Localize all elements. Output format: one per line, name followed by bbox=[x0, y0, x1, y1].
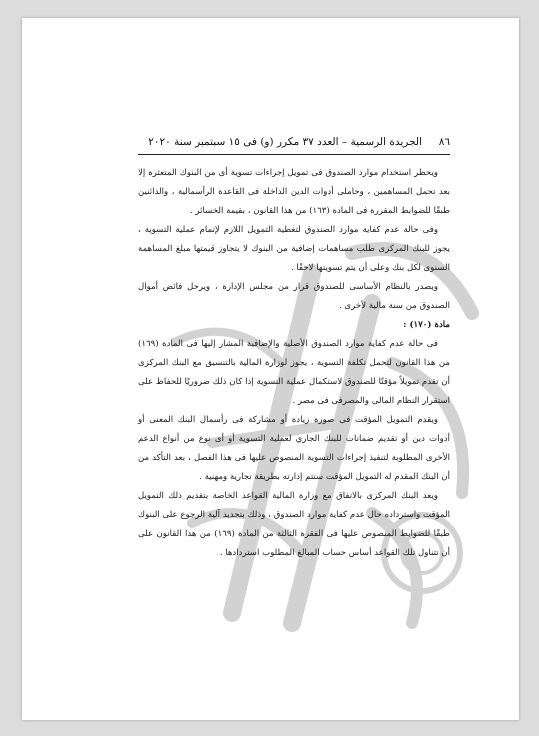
document-page bbox=[22, 18, 519, 720]
paragraph: فى حالة عدم كفاية موارد الصندوق الأصلية والإضافية المشار إليها فى المادة (١٦٩) من هذا القانون لتحمل تكلفة التسوية ، يجوز لوزارة المالية بالتنسيق مع البنك المركزى أن تقدم تمويلاً مؤقتًا للصندوق لاستكمال عملية التسوية إذا كان ذلك ضروريًا للحفاظ على استقرار النظام المالى والمصرفى فى مصر . bbox=[138, 339, 450, 406]
paragraph: ويصدر بالنظام الأساسى للصندوق قرار من مجلس الإدارة ، ويرحل فائض أموال الصندوق من سنة مالية لأخرى . bbox=[138, 282, 450, 311]
page-number: ٨٦ bbox=[438, 136, 450, 148]
paragraph: ويعد البنك المركزى بالاتفاق مع وزارة المالية القواعد الخاصة بتقديم ذلك التمويل المؤقت واسترداده حال عدم كفاية موارد الصندوق ، وذلك بتحديد آلية الرجوع على البنوك طبقًا للضوابط المنصوص عليها فى الفقرة الثالثة من المادة (١٦٩) من هذا القانون على أن تتناول تلك القواعد أساس حساب المبالغ المطلوب استردادها . bbox=[138, 491, 450, 558]
header-title: الجريدة الرسمية – العدد ٣٧ مكرر (و) فى ١٥ سبتمبر سنة ٢٠٢٠ bbox=[148, 136, 422, 148]
header-divider bbox=[138, 154, 450, 155]
paragraph: ويقدم التمويل المؤقت فى صورة زيادة أو مشاركة فى رأسمال البنك المعنى أو أدوات دين أو تقديم ضمانات للبنك الجاري لعملية التسوية أو أى نوع من أنواع الدعم الأخرى المطلوبة لتنفيذ إجراءات التسوية المنصوص عليها فى هذا الفصل ، بعد التأكد من أن البنك المقدم له التمويل المؤقت ستتم إدارته بطريقة تجارية ومهنية . bbox=[138, 415, 450, 482]
paragraph: وفى حالة عدم كفاية موارد الصندوق لتغطية التمويل اللازم لإتمام عملية التسوية ، يجوز للبنك المركزى طلب مساهمات إضافية من البنوك لا يتجاوز قيمتها مبلغ المساهمة السنوى لكل بنك وعلى أن يتم تسويتها لاحقًا . bbox=[138, 225, 450, 273]
paragraph: ويحظر استخدام موارد الصندوق فى تمويل إجراءات تسوية أى من البنوك المتعثرة إلا بعد تحمل المساهمين ، وحاملى أدوات الدين الداخلة فى القاعدة الرأسمالية ، والدائنين طبقًا للضوابط المقررة فى المادة (١٦٣) من هذا القانون ، بقيمة الخسائر . bbox=[138, 168, 450, 216]
article-heading: مادة (١٧٠) : bbox=[403, 320, 450, 330]
document-body bbox=[138, 164, 450, 563]
